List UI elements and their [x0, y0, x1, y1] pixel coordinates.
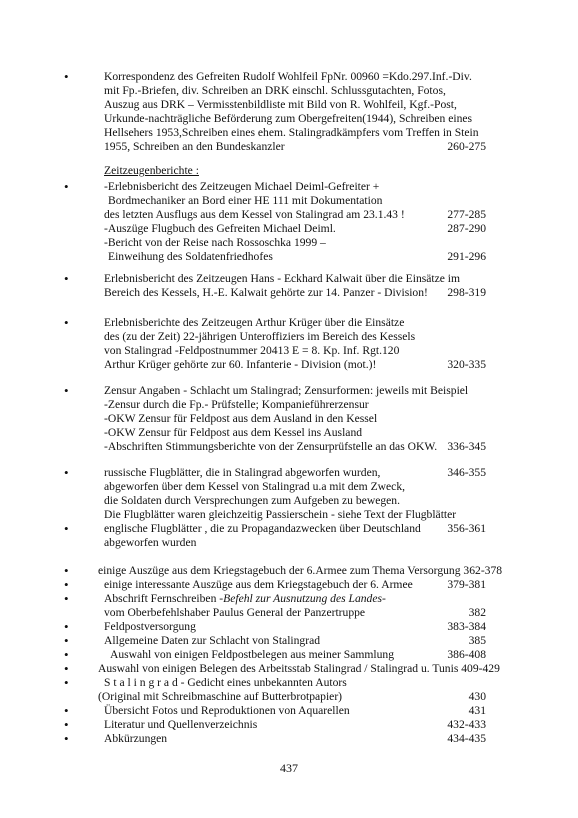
entry-line: abgeworfen wurden — [104, 536, 197, 549]
entry-line: von Stalingrad -Feldpostnummer 20413 E = 8. Kp. Inf. Rgt.120 — [104, 344, 400, 357]
page-ref: 287-290 — [447, 222, 486, 235]
page-ref: 356-361 — [447, 522, 486, 535]
page-ref: 385 — [468, 634, 486, 647]
entry-line: Allgemeine Daten zur Schlacht von Stalingrad — [104, 634, 321, 647]
entry-line: mit Fp.-Briefen, div. Schreiben an DRK einschl. Schlussgutachten, Fotos, — [104, 84, 446, 97]
entry-line: Übersicht Fotos und Reproduktionen von Aquarellen — [104, 704, 350, 717]
bullet: • — [64, 661, 69, 676]
entry-line: abgeworfen über dem Kessel von Stalingrad u.a mit dem Zweck, — [104, 480, 406, 493]
section-heading: Zeitzeugenberichte : — [104, 164, 199, 177]
entry-line: -OKW Zensur für Feldpost aus dem Kessel ins Ausland — [104, 426, 363, 439]
bullet: • — [64, 521, 69, 536]
page-ref: 346-355 — [447, 466, 486, 479]
entry-line: die Soldaten durch Versprechungen zum Aufgeben zu bewegen. — [104, 494, 400, 507]
page-ref: 291-296 — [447, 250, 486, 263]
entry-line: Zensur Angaben - Schlacht um Stalingrad; Zensurformen: jeweils mit Beispiel — [104, 384, 469, 397]
entry-line: -Abschriften Stimmungsberichte von der Zensurprüfstelle an das OKW. — [104, 440, 438, 453]
page-ref: 434-435 — [447, 732, 486, 745]
bullet: • — [64, 675, 69, 690]
entry-line: Bereich des Kessels, H.-E. Kalwait gehörte zur 14. Panzer - Division! — [104, 286, 428, 299]
entry-line: Erlebnisberichte des Zeitzeugen Arthur Krüger über die Einsätze — [104, 316, 405, 329]
entry-line: Literatur und Quellenverzeichnis — [104, 718, 258, 731]
entry-line: 1955, Schreiben an den Bundeskanzler — [104, 140, 285, 153]
page-ref: 379-381 — [447, 578, 486, 591]
entry-line: russische Flugblätter, die in Stalingrad abgeworfen wurden, — [104, 466, 381, 479]
entry-line: Auswahl von einigen Feldpostbelegen aus meiner Sammlung — [110, 648, 394, 661]
bullet: • — [64, 315, 69, 330]
entry-text: Abschrift Fernschreiben - — [104, 592, 224, 605]
entry-line — [104, 592, 386, 606]
entry-line: Die Flugblätter waren gleichzeitig Passierschein - siehe Text der Flugblätter — [104, 508, 457, 521]
entry-line: Auswahl von einigen Belegen des Arbeitsstab Stalingrad / Stalingrad u. Tunis 409-429 — [98, 662, 500, 675]
page-number: 437 — [280, 761, 298, 775]
entry-line: -Bericht von der Reise nach Rossoschka 1999 – — [104, 236, 326, 249]
entry-line: Bordmechaniker an Bord einer HE 111 mit Dokumentation — [108, 194, 383, 207]
entry-line: englische Flugblätter , die zu Propagandazwecken über Deutschland — [104, 522, 421, 535]
page-ref: 336-345 — [447, 440, 486, 453]
entry-line: Erlebnisbericht des Zeitzeugen Hans - Eckhard Kalwait über die Einsätze im — [104, 272, 461, 285]
bullet: • — [64, 647, 69, 662]
entry-line: des letzten Ausflugs aus dem Kessel von Stalingrad am 23.1.43 ! — [104, 208, 405, 221]
entry-line: -Zensur durch die Fp.- Prüfstelle; Kompanieführerzensur — [104, 398, 369, 411]
bullet: • — [64, 633, 69, 648]
entry-line: -OKW Zensur für Feldpost aus dem Ausland in den Kessel — [104, 412, 378, 425]
entry-text: - — [382, 592, 386, 605]
entry-line: Urkunde-nachträgliche Beförderung zum Obergefreiten(1944), Schreiben eines — [104, 112, 473, 125]
entry-line: Arthur Krüger gehörte zur 60. Infanterie - Division (mot.)! — [104, 358, 377, 371]
page-ref: 320-335 — [447, 358, 486, 371]
page-ref: 298-319 — [447, 286, 486, 299]
page-ref: 383-384 — [447, 620, 486, 633]
bullet: • — [64, 383, 69, 398]
entry-line: (Original mit Schreibmaschine auf Butterbrotpapier) — [98, 690, 343, 703]
entry-line: Feldpostversorgung — [104, 620, 196, 633]
entry-line: -Erlebnisbericht des Zeitzeugen Michael Deiml-Gefreiter + — [104, 180, 380, 193]
bullet: • — [64, 591, 69, 606]
entry-line: Hellsehers 1953,Schreiben eines ehem. Stalingradkämpfers vom Treffen in Stein — [104, 126, 479, 139]
bullet: • — [64, 69, 69, 84]
entry-line: einige interessante Auszüge aus dem Kriegstagebuch der 6. Armee — [104, 578, 413, 591]
page-ref: 431 — [468, 704, 486, 717]
entry-line: einige Auszüge aus dem Kriegstagebuch der 6.Armee zum Thema Versorgung 362-378 — [98, 564, 503, 577]
bullet: • — [64, 619, 69, 634]
entry-line: S t a l i n g r a d - Gedicht eines unbekannten Autors — [104, 676, 347, 689]
page-ref: 386-408 — [447, 648, 486, 661]
bullet: • — [64, 703, 69, 718]
entry-line: Abkürzungen — [104, 732, 168, 745]
bullet: • — [64, 271, 69, 286]
entry-line: Korrespondenz des Gefreiten Rudolf Wohlfeil FpNr. 00960 =Kdo.297.Inf.-Div. — [104, 70, 472, 83]
bullet: • — [64, 577, 69, 592]
bullet: • — [64, 717, 69, 732]
page-ref: 382 — [468, 606, 486, 619]
entry-italic-text: Befehl zur Ausnutzung des Landes — [223, 592, 383, 605]
page-ref: 260-275 — [447, 140, 486, 153]
page-ref: 432-433 — [447, 718, 486, 731]
entry-line: des (zu der Zeit) 22-jährigen Unteroffiziers im Bereich des Kessels — [104, 330, 416, 343]
page-ref: 430 — [468, 690, 486, 703]
bullet: • — [64, 563, 69, 578]
entry-line: Auszug aus DRK – Vermisstenbildliste mit Bild von R. Wohlfeil, Kgf.-Post, — [104, 98, 457, 111]
entry-line: Einweihung des Soldatenfriedhofes — [108, 250, 273, 263]
page-ref: 277-285 — [447, 208, 486, 221]
bullet: • — [64, 465, 69, 480]
entry-line: vom Oberbefehlshaber Paulus General der Panzertruppe — [104, 606, 366, 619]
bullet: • — [64, 731, 69, 746]
entry-line: -Auszüge Flugbuch des Gefreiten Michael Deiml. — [104, 222, 336, 235]
bullet: • — [64, 179, 69, 194]
